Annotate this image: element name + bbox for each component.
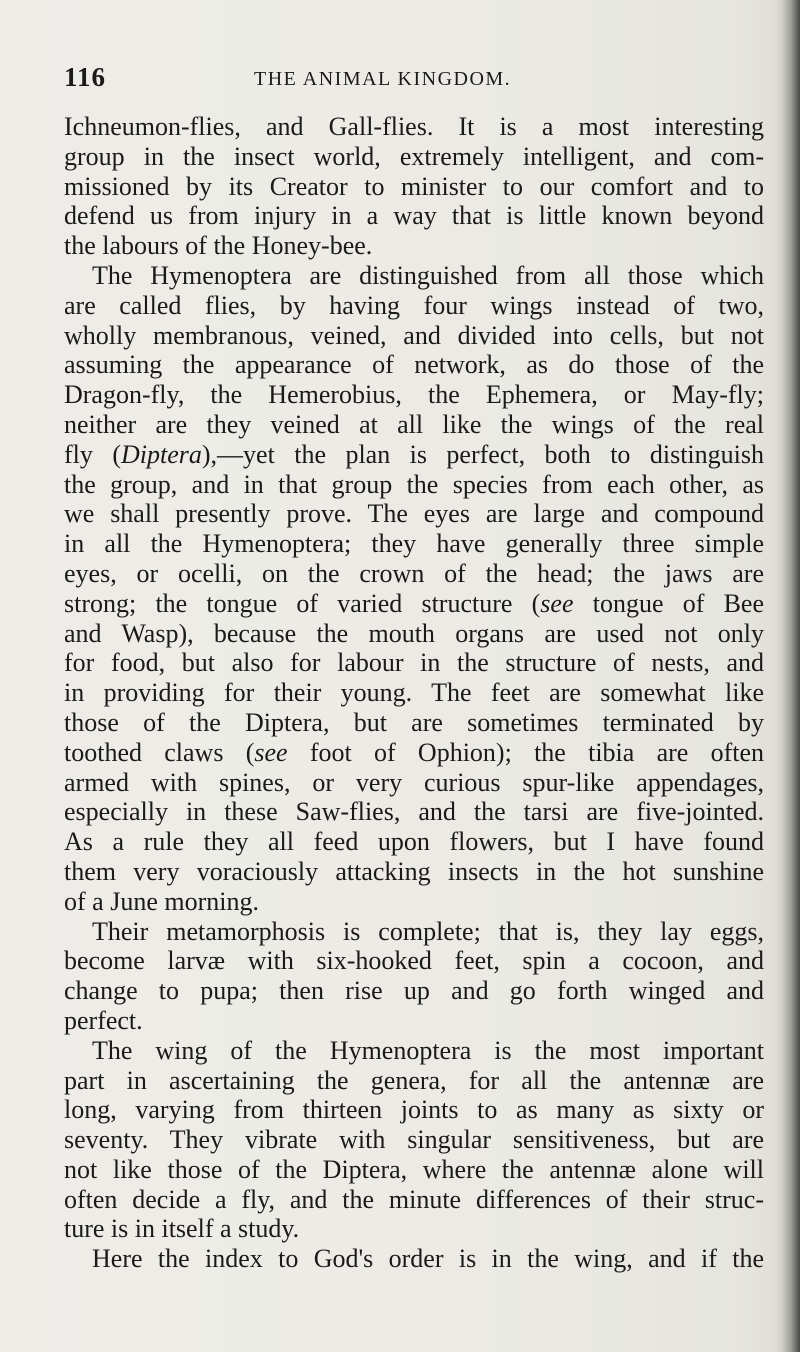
text-line: ture is in itself a study. xyxy=(64,1214,300,1244)
text-line: As a rule they all feed upon flowers, but I have found xyxy=(64,827,764,857)
text-line: change to pupa; then rise up and go forth winged and xyxy=(64,976,764,1006)
text-line: Their metamorphosis is complete; that is, they lay eggs, xyxy=(92,916,764,946)
text-line: strong; the tongue of varied structure (see tongue of Bee xyxy=(64,588,764,618)
binding-edge-shadow xyxy=(774,0,800,1352)
text-line: group in the insect world, extremely intelligent, and com- xyxy=(64,141,764,171)
text-line: part in ascertaining the genera, for all the antennæ are xyxy=(64,1065,764,1095)
text-line: seventy. They vibrate with singular sensitiveness, but are xyxy=(64,1125,764,1155)
text-line: fly (Diptera),—yet the plan is perfect, both to distinguish xyxy=(64,439,764,469)
text-line: assuming the appearance of network, as do those of the xyxy=(64,350,764,380)
text-line: neither are they veined at all like the wings of the real xyxy=(64,409,764,439)
text-line: defend us from injury in a way that is little known beyond xyxy=(64,201,764,231)
text-line: the group, and in that group the species from each other, as xyxy=(64,469,764,499)
text-line: The Hymenoptera are distinguished from all those which xyxy=(92,260,764,290)
text-line: wholly membranous, veined, and divided into cells, but not xyxy=(64,320,764,350)
running-head: THE ANIMAL KINGDOM. xyxy=(254,68,512,90)
text-line: eyes, or ocelli, on the crown of the head; the jaws are xyxy=(64,558,764,588)
text-line: of a June morning. xyxy=(64,886,259,916)
text-line: become larvæ with six-hooked feet, spin a cocoon, and xyxy=(64,946,764,976)
text-line: Here the index to God's order is in the wing, and if the xyxy=(92,1244,764,1274)
text-line: Dragon-fly, the Hemerobius, the Ephemera, or May-fly; xyxy=(64,380,764,410)
text-line: in all the Hymenoptera; they have generally three simple xyxy=(64,529,764,559)
text-line: for food, but also for labour in the structure of nests, and xyxy=(64,648,764,678)
text-line: and Wasp), because the mouth organs are used not only xyxy=(64,618,764,648)
body-text xyxy=(64,112,764,1274)
text-line: not like those of the Diptera, where the antennæ alone will xyxy=(64,1154,764,1184)
text-line: long, varying from thirteen joints to as many as sixty or xyxy=(64,1095,764,1125)
text-line: The wing of the Hymenoptera is the most important xyxy=(92,1035,764,1065)
text-line: the labours of the Honey-bee. xyxy=(64,231,373,261)
text-line: often decide a fly, and the minute differences of their struc- xyxy=(64,1184,764,1214)
page-number: 116 xyxy=(64,62,107,92)
text-line: toothed claws (see foot of Ophion); the tibia are often xyxy=(64,737,764,767)
text-line: them very voraciously attacking insects in the hot sunshine xyxy=(64,856,764,886)
text-line: perfect. xyxy=(64,1005,143,1035)
text-line: Ichneumon-flies, and Gall-flies. It is a most interesting xyxy=(64,112,764,141)
text-line: in providing for their young. The feet are somewhat like xyxy=(64,678,764,708)
text-line: especially in these Saw-flies, and the tarsi are five-jointed. xyxy=(64,797,764,827)
text-line: are called flies, by having four wings instead of two, xyxy=(64,290,764,320)
text-line: we shall presently prove. The eyes are large and compound xyxy=(64,499,764,529)
text-line: missioned by its Creator to minister to our comfort and to xyxy=(64,171,764,201)
text-line: those of the Diptera, but are sometimes terminated by xyxy=(64,707,764,737)
text-line: armed with spines, or very curious spur-like appendages, xyxy=(64,767,764,797)
page-header xyxy=(64,62,704,96)
